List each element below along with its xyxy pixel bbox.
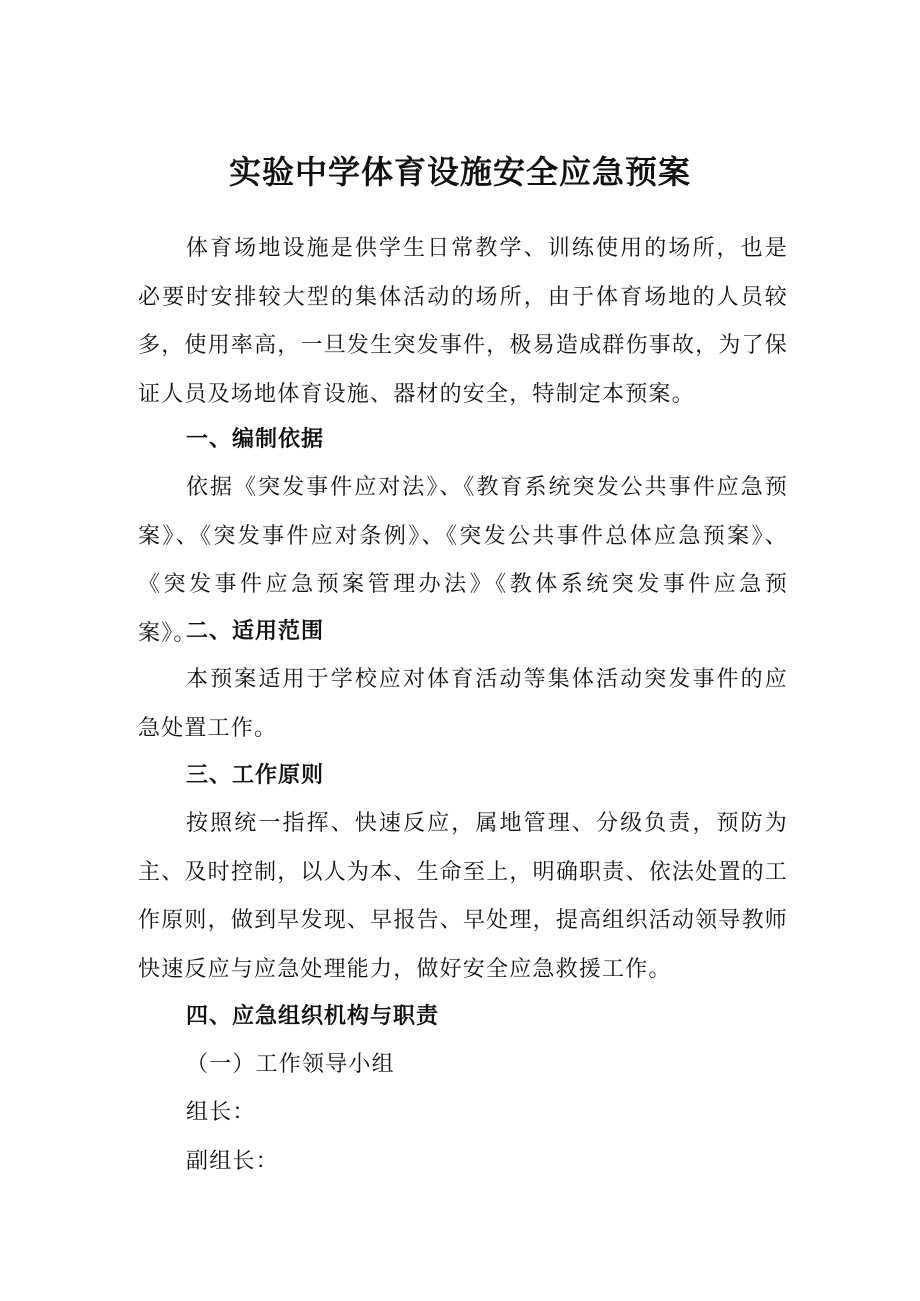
subheading-leadership-group: （一）工作领导小组 <box>186 1052 395 1077</box>
section-heading-basis: 一、编制依据 <box>186 427 325 452</box>
section-heading-principles: 三、工作原则 <box>186 763 325 788</box>
section-heading-organization: 四、应急组织机构与职责 <box>186 1004 440 1029</box>
intro-paragraph: 体育场地设施是供学生日常教学、训练使用的场所，也是必要时安排较大型的集体活动的场所，由于体育场地的人员较多，使用率高，一旦发生突发事件，极易造成群伤事故，为了保证人员及场地体育设施、器材的安全，特制定本预案。 <box>138 236 788 407</box>
section-heading-scope: 二、适用范围 <box>186 619 325 644</box>
section-body-principles: 按照统一指挥、快速反应，属地管理、分级负责，预防为主、及时控制，以人为本、生命至上，明确职责、依法处置的工作原则，做到早发现、早报告、早处理，提高组织活动领导教师快速反应与应急处理能力，做好安全应急救援工作。 <box>138 811 788 982</box>
section-body-basis: 依据《突发事件应对法》、《教育系统突发公共事件应急预案》、《突发事件应对条例》、《突发公共事件总体应急预案》、《突发事件应急预案管理办法》《教体系统突发事件应急预案》。 <box>138 475 788 646</box>
deputy-leader-line: 副组长： <box>186 1149 279 1174</box>
document-title: 实验中学体育设施安全应急预案 <box>228 153 691 191</box>
section-body-scope: 本预案适用于学校应对体育活动等集体活动突发事件的应急处置工作。 <box>138 667 788 741</box>
group-leader-line: 组长： <box>186 1100 256 1125</box>
